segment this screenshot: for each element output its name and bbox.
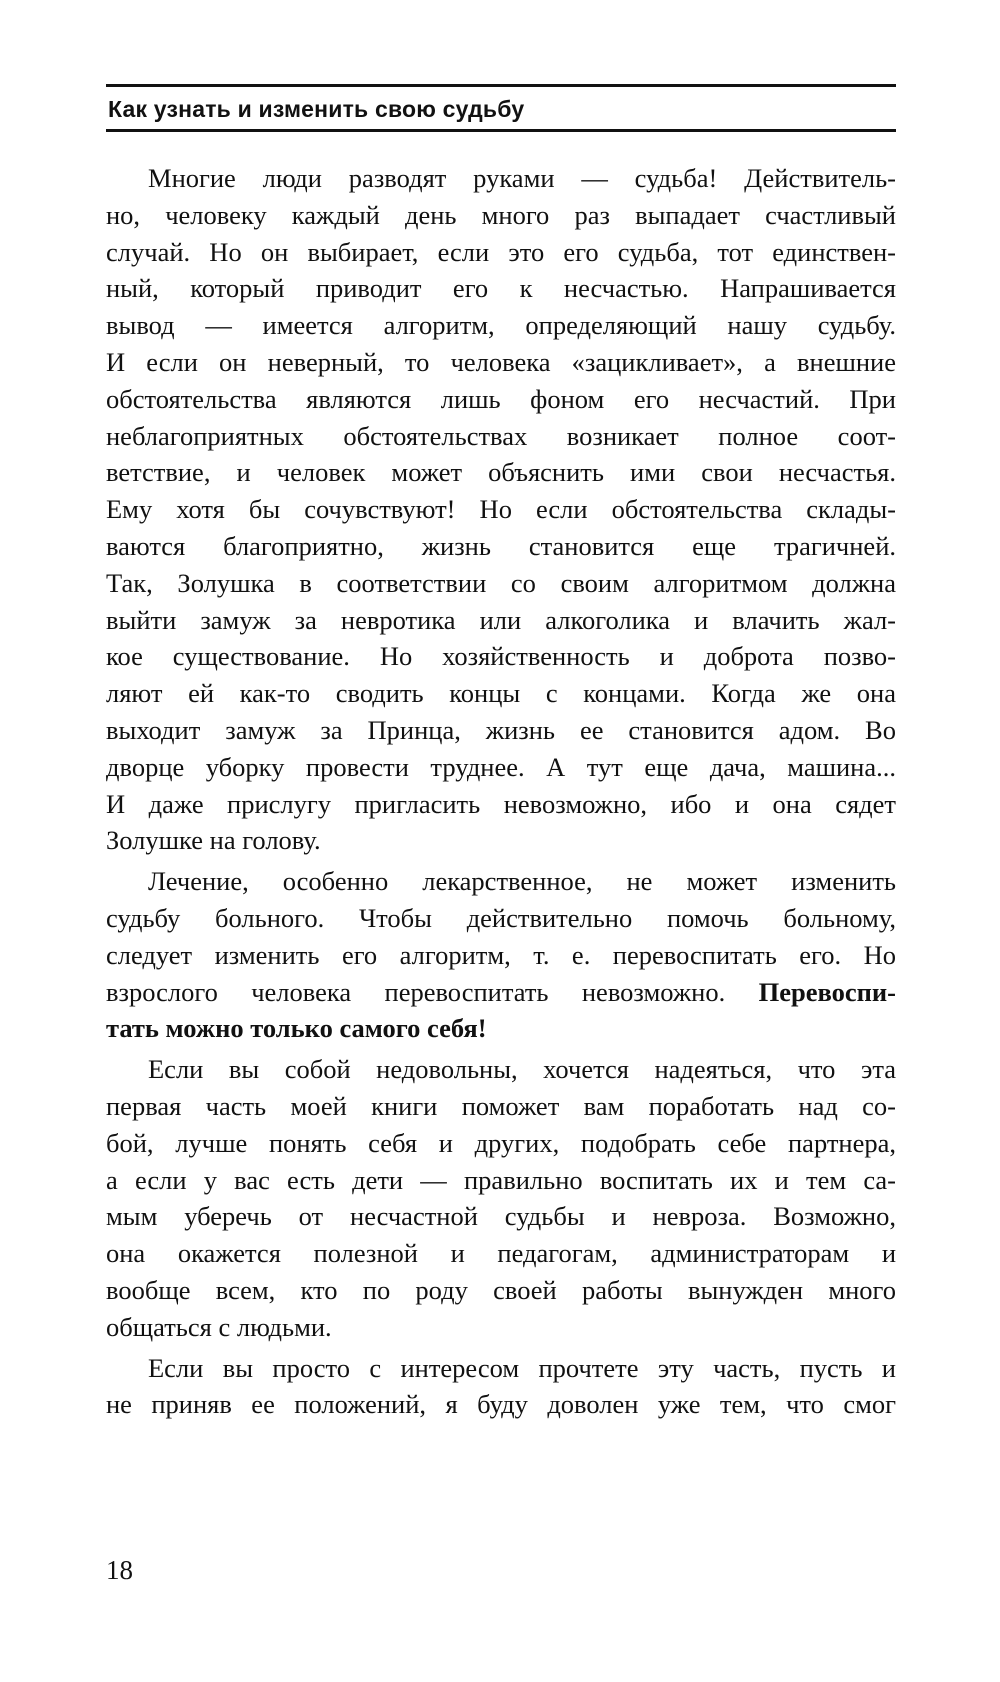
text-line: ный, который приводит его к несчастью. Напрашивается <box>106 273 896 304</box>
text-line: Так, Золушка в соответствии со своим алгоритмом должна <box>106 567 896 598</box>
text-line: общаться с людьми. <box>106 1311 332 1342</box>
text-line: кое существование. Но хозяйственность и доброта позво- <box>106 641 896 672</box>
text-line: Лечение, особенно лекарственное, не может изменить <box>148 866 896 897</box>
text-line: Ему хотя бы сочувствуют! Но если обстоятельства склады- <box>106 494 896 525</box>
text-line: И если он неверный, то человека «зацикливает», а внешние <box>106 346 896 377</box>
text-line: Золушке на голову. <box>106 825 321 856</box>
running-header <box>106 84 896 132</box>
text-line: выходит замуж за Принца, жизнь ее становится адом. Во <box>106 714 896 745</box>
chapter-title: Как узнать и изменить свою судьбу <box>108 96 525 122</box>
text-line: судьбу больного. Чтобы действительно помочь больному, <box>106 902 896 933</box>
text-line: она окажется полезной и педагогам, администраторам и <box>106 1238 896 1269</box>
text-line: ляют ей как-то сводить концы с концами. Когда же она <box>106 678 896 709</box>
paragraph-1 <box>106 160 896 859</box>
text-line: случай. Но он выбирает, если это его судьба, тот единствен- <box>106 236 896 267</box>
paragraph-2 <box>106 863 896 1047</box>
text-line: следует изменить его алгоритм, т. е. перевоспитать его. Но <box>106 939 896 970</box>
text-line: ваются благоприятно, жизнь становится еще трагичней. <box>106 530 896 561</box>
text-line: Если вы собой недовольны, хочется надеяться, что эта <box>148 1054 896 1085</box>
text-line: не приняв ее положений, я буду доволен уже тем, что смог <box>106 1389 896 1420</box>
paragraph-3 <box>106 1051 896 1345</box>
text-line-mixed <box>106 974 896 1011</box>
text-line: выйти замуж за невротика или алкоголика и влачить жал- <box>106 604 896 635</box>
text-line: но, человеку каждый день много раз выпадает счастливый <box>106 199 896 230</box>
paragraph-4 <box>106 1350 896 1424</box>
body-text <box>106 160 896 1423</box>
text-line: первая часть моей книги поможет вам поработать над со- <box>106 1090 896 1121</box>
text-line: вывод — имеется алгоритм, определяющий нашу судьбу. <box>106 310 896 341</box>
text-line: ветствие, и человек может объяснить ими свои несчастья. <box>106 457 896 488</box>
text-line: Многие люди разводят руками — судьба! Действитель- <box>148 163 896 193</box>
text-line: Если вы просто с интересом прочтете эту часть, пусть и <box>148 1352 896 1383</box>
text-segment: взрослого человека перевоспитать невозможно. <box>106 976 759 1007</box>
text-line: неблагоприятных обстоятельствах возникает полное соот- <box>106 420 896 451</box>
bold-text-line: тать можно только самого себя! <box>106 1013 487 1044</box>
text-line: мым уберечь от несчастной судьбы и невроза. Возможно, <box>106 1201 896 1232</box>
text-line: а если у вас есть дети — правильно воспитать их и тем са- <box>106 1164 896 1195</box>
text-line: дворце уборку провести труднее. А тут еще дача, машина... <box>106 751 896 782</box>
text-line: И даже прислугу пригласить невозможно, ибо и она сядет <box>106 788 896 819</box>
page-number: 18 <box>106 1555 133 1585</box>
text-line: вообще всем, кто по роду своей работы вынужден много <box>106 1274 896 1305</box>
text-line: обстоятельства являются лишь фоном его несчастий. При <box>106 383 896 414</box>
bold-text-segment: Перевоспи- <box>758 976 896 1007</box>
text-line: бой, лучше понять себя и других, подобрать себе партнера, <box>106 1127 896 1158</box>
